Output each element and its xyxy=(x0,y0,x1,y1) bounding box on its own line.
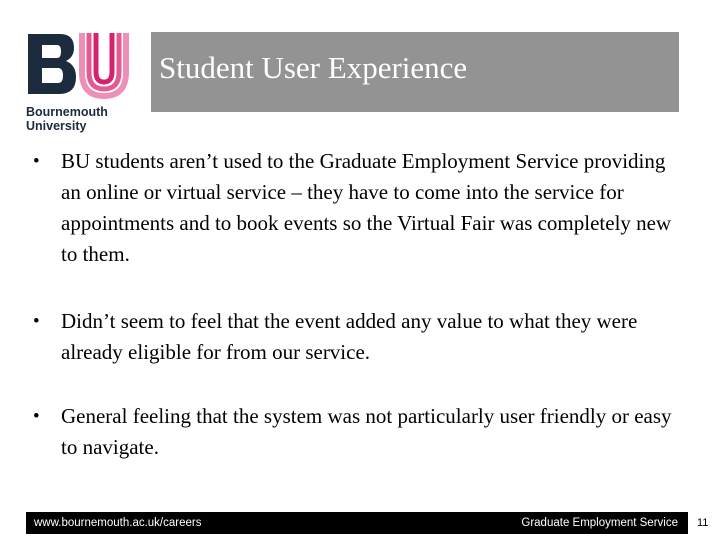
footer-url-link[interactable]: www.bournemouth.ac.uk/careers xyxy=(34,517,202,529)
page-number: 11 xyxy=(697,517,709,529)
bullet-text: General feeling that the system was not particularly user friendly or easy to navigate. xyxy=(61,404,672,459)
bullet-text: Didn’t seem to feel that the event added any value to what they were already eligible for from our service. xyxy=(61,309,638,364)
bullet-glyph: • xyxy=(33,311,40,332)
logo-text-line1: Bournemouth xyxy=(26,105,108,119)
bullet-glyph: • xyxy=(33,151,40,172)
bullet-glyph: • xyxy=(33,406,40,427)
title-bar xyxy=(151,32,679,112)
bullet-text: BU students aren’t used to the Graduate Employment Service providing an online or virtual service – they have to come into the service for appointments and to book events so the Virtual Fair was completely new to them. xyxy=(61,149,672,266)
bournemouth-university-logo xyxy=(26,30,136,138)
footer-department: Graduate Employment Service xyxy=(521,517,678,529)
logo-text-line2: University xyxy=(26,119,87,133)
footer-bar xyxy=(26,512,688,534)
bu-monogram-icon xyxy=(26,30,136,105)
slide-title: Student User Experience xyxy=(159,50,468,85)
